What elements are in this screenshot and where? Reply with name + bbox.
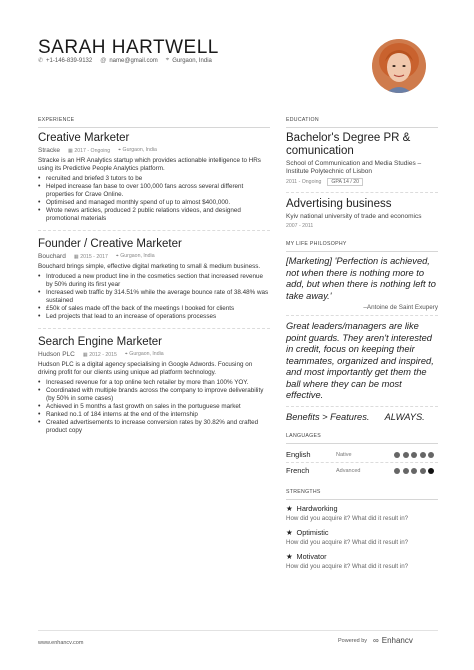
gpa-value: 14 / 20 (343, 179, 360, 185)
at-icon: @ (100, 57, 107, 64)
strength-item (286, 528, 438, 546)
powered-by-label: Powered by (338, 637, 368, 644)
bullet-item: • Created advertisements to increase conversion rates by 30.82% and crafted product copy (38, 419, 270, 435)
language-name: French (286, 466, 310, 475)
job-location-text: Gurgaon, India (129, 351, 164, 357)
job-location (118, 147, 157, 154)
location-pin-icon: ⌖ (118, 147, 122, 153)
job-location-text: Gurgaon, India (120, 253, 155, 259)
calendar-icon: ▦ (73, 253, 79, 260)
footer-divider (38, 630, 438, 631)
right-column (286, 117, 438, 576)
education-separator (286, 192, 438, 193)
email-text: name@gmail.com (109, 57, 158, 64)
job-entry (38, 336, 270, 435)
education-meta (286, 178, 438, 186)
job-description: Stracke is an HR Analytics startup which provides actionable intelligence to HRs using its Predictive People Analytics platform. (38, 157, 261, 172)
footer-url[interactable]: www.enhancv.com (38, 640, 84, 646)
calendar-icon: ▦ (82, 351, 88, 358)
location-contact (166, 57, 212, 64)
enhancv-logo-icon: ∞ (373, 636, 379, 645)
experience-heading: EXPERIENCE (38, 117, 75, 123)
strength-description: How did you acquire it? What did it result in? (286, 515, 409, 522)
brand-name: Enhancv (381, 636, 413, 645)
star-icon: ★ (286, 528, 293, 537)
section-divider (286, 499, 438, 500)
bullet-item: • recruited and briefed 3 tutors to be (38, 175, 270, 183)
job-location (116, 253, 155, 260)
candidate-name: SARAH HARTWELL (38, 37, 219, 58)
proficiency-dots (394, 452, 434, 458)
proficiency-dot (394, 468, 400, 474)
language-separator (286, 462, 438, 463)
bullet-item: • Optimised and managed monthly spend of up to almost $400,000. (38, 199, 270, 207)
job-meta (38, 147, 270, 154)
job-title: Search Engine Marketer (38, 336, 163, 348)
bullet-item: • Ranked no.1 of 184 interns at the end of the internship (38, 411, 270, 419)
job-title: Founder / Creative Marketer (38, 238, 182, 250)
proficiency-dot (411, 468, 417, 474)
education-dates: 2011 - Ongoing (286, 179, 322, 185)
gpa-label: GPA (331, 179, 342, 185)
email-contact[interactable] (100, 58, 158, 64)
proficiency-dot (411, 452, 417, 458)
language-row (286, 448, 438, 461)
languages-heading: LANGUAGES (286, 433, 321, 439)
proficiency-dot (428, 468, 434, 474)
proficiency-dots (394, 468, 434, 474)
proficiency-dot (403, 452, 409, 458)
philosophy-quote: [Marketing] 'Perfection is achieved, not when there is nothing more to add, but when there is nothing left to take away.' (286, 256, 436, 301)
brand-logo[interactable] (373, 636, 413, 645)
phone-contact (38, 57, 92, 64)
location-pin-icon: ⌖ (165, 57, 170, 63)
bullet-item: • Helped increase fan base to over 100,000 fans across several different properties for Crave Online. (38, 183, 270, 199)
job-description: Hudson PLC is a digital agency specialising in Google Adwords. Focusing on driving profit for our clients using unique ad platform technology. (38, 361, 253, 376)
philosophy-quote: Benefits > Features. ALWAYS. (286, 411, 425, 422)
company-name: Bouchard (38, 253, 66, 260)
section-divider (286, 127, 438, 128)
job-meta (38, 253, 270, 260)
calendar-dates (83, 352, 117, 358)
profile-photo-image (372, 39, 426, 93)
strength-description: How did you acquire it? What did it result in? (286, 539, 409, 546)
bullet-item: • Led projects that lead to an increase of operations processes (38, 313, 270, 321)
location-pin-icon: ⌖ (124, 351, 128, 357)
job-title: Creative Marketer (38, 132, 130, 144)
quote-author: –Antoine de Saint Exupery (363, 304, 438, 311)
education-entry (286, 132, 438, 186)
bullet-item: • Introduced a new product line in the cosmetics section that increased revenue by 50% during its first year (38, 273, 270, 289)
calendar-icon: ▦ (68, 147, 73, 154)
strength-title-row (286, 528, 438, 537)
job-dates: 2017 - Ongoing (74, 147, 111, 154)
star-icon: ★ (286, 552, 293, 561)
language-level: Native (336, 451, 352, 458)
star-icon: ★ (286, 504, 293, 513)
language-name: English (286, 450, 311, 459)
degree-title: Advertising business (286, 198, 392, 210)
calendar-dates (74, 254, 108, 260)
job-dates: 2015 - 2017 (80, 253, 108, 260)
strength-description: How did you acquire it? What did it result in? (286, 563, 409, 570)
left-column (38, 117, 270, 442)
strength-title: Optimistic (296, 528, 329, 537)
quote-separator (286, 315, 438, 316)
proficiency-dot (428, 452, 434, 458)
bullet-item: • Increased web traffic by 314.51% while the average bounce rate of 38.48% was sustained (38, 289, 270, 305)
bullet-item: • Increased revenue for a top online tech retailer by more than 100% YOY. (38, 379, 270, 387)
location-pin-icon: ⌖ (115, 253, 119, 259)
proficiency-dot (394, 452, 400, 458)
job-separator (38, 328, 270, 329)
location-text: Gurgaon, India (172, 57, 212, 64)
job-entry (38, 238, 270, 321)
strength-title-row (286, 552, 438, 561)
bullet-item: • £50k of sales made off the back of the meetings I booked for clients (38, 305, 270, 313)
job-bullets (38, 175, 270, 223)
proficiency-dot (420, 452, 426, 458)
section-divider (38, 127, 270, 128)
school-name: Kyiv national university of trade and economics (286, 213, 422, 220)
contact-row (38, 57, 212, 64)
degree-title: Bachelor's Degree PR & comunication (286, 132, 411, 157)
philosophy-heading: MY LIFE PHILOSOPHY (286, 241, 347, 247)
section-divider (286, 251, 438, 252)
language-level: Advanced (336, 467, 361, 474)
phone-text: +1-146-839-9132 (46, 57, 93, 64)
philosophy-quote: Great leaders/managers are like point guards. They aren't interested in credit, focus on keeping their teammates, organized and inspired, and most importantly get them the ball where they can be most effective. (286, 321, 434, 400)
job-bullets (38, 273, 270, 321)
job-dates: 2012 - 2015 (89, 351, 117, 358)
profile-photo (372, 39, 426, 93)
proficiency-dot (403, 468, 409, 474)
strengths-heading: STRENGTHS (286, 489, 321, 495)
strength-title: Motivator (296, 552, 327, 561)
job-description: Bouchard brings simple, effective digital marketing to small & medium business. (38, 263, 261, 270)
education-entry (286, 198, 438, 229)
strength-item (286, 504, 438, 522)
strength-item (286, 552, 438, 570)
language-row (286, 464, 438, 477)
bullet-item: • Wrote news articles, produced 2 public relations videos, and designed promotional materials (38, 207, 270, 223)
proficiency-dot (420, 468, 426, 474)
phone-icon: ✆ (38, 58, 44, 64)
footer-branding (338, 636, 413, 645)
job-bullets (38, 379, 270, 435)
job-location (125, 351, 164, 358)
calendar-dates (68, 148, 110, 154)
education-dates: 2007 - 2011 (286, 223, 314, 229)
job-separator (38, 230, 270, 231)
gpa-badge (327, 178, 363, 186)
strength-title-row (286, 504, 438, 513)
bullet-item: • Achieved in 5 months a fast growth on sales in the portuguese market (38, 403, 270, 411)
quote-separator (286, 406, 438, 407)
job-meta (38, 351, 270, 358)
bullet-item: • Coordinated with multiple brands across the company to improve deliverability (by 50% in some cases) (38, 387, 270, 403)
education-heading: EDUCATION (286, 117, 319, 123)
company-name: Stracke (38, 147, 61, 154)
company-name: Hudson PLC (38, 351, 75, 358)
job-entry (38, 132, 270, 223)
section-divider (286, 443, 438, 444)
strength-title: Hardworking (296, 504, 338, 513)
school-name: School of Communication and Media Studies –Institute Polytechnic of Lisbon (286, 160, 422, 175)
job-location-text: Gurgaon, India (122, 147, 157, 153)
